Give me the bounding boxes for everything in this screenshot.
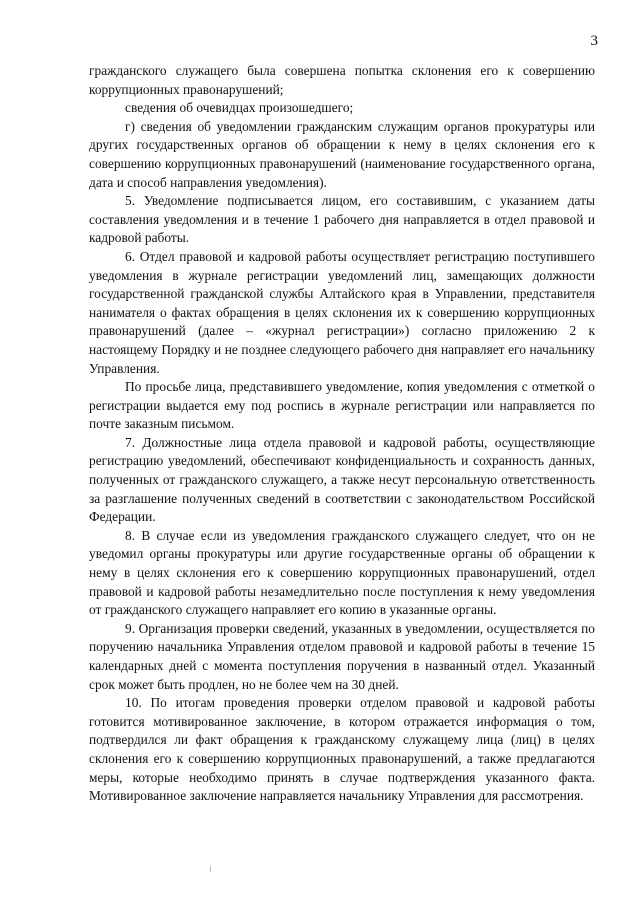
paragraph-item-9: 9. Организация проверки сведений, указанных в уведомлении, осуществляется по поручению начальника Управления отделом правовой и кадровой работы в течение 15 календарных дней с момента поступления поручения в названный отдел. Указанный срок может быть продлен, но не более чем на 30 дней. bbox=[89, 620, 595, 692]
paragraph-item-5: 5. Уведомление подписывается лицом, его составившим, с указанием даты составления уведомления и в течение 1 рабочего дня направляется в отдел правовой и кадровой работы. bbox=[89, 193, 595, 246]
paragraph-witnesses: сведения об очевидцах произошедшего; bbox=[125, 100, 354, 116]
paragraph-item-6: 6. Отдел правовой и кадровой работы осуществляет регистрацию поступившего уведомления в журнале регистрации уведомлений лиц, замещающих должности государственной гражданской службы Алтайского края в Управлении, представителя нанимателя о фактах обращения в целях склонения их к совершению коррупционных правонарушений (далее – «журнал регистрации») согласно приложению 2 к настоящему Порядку и не позднее следующего рабочего дня направляет его начальнику Управления. bbox=[89, 248, 595, 376]
paragraph-continuation: гражданского служащего была совершена попытка склонения его к совершению коррупционных правонарушений; bbox=[89, 63, 595, 97]
paragraph-item-8: 8. В случае если из уведомления гражданского служащего следует, что он не уведомил органы прокуратуры или другие государственные органы об обращении к нему в целях склонения его к совершению коррупционных правонарушений, отдел правовой и кадровой работы незамедлительно после поступления к нему уведомления от гражданского служащего направляет его копию в указанные органы. bbox=[89, 527, 595, 618]
paragraph-item-7: 7. Должностные лица отдела правовой и кадровой работы, осуществляющие регистрацию уведомлений, обеспечивают конфиденциальность и сохранность данных, полученных от гражданского служащего, а также несут персональную ответственность за разглашение полученных сведений в соответствии с законодательством Российской Федерации. bbox=[89, 434, 595, 525]
document-body bbox=[89, 62, 595, 806]
paragraph-copy-request: По просьбе лица, представившего уведомление, копия уведомления с отметкой о регистрации выдается ему под роспись в журнале регистрации или направляется по почте заказным письмом. bbox=[89, 379, 595, 432]
paragraph-item-10: 10. По итогам проведения проверки отделом правовой и кадровой работы готовится мотивированное заключение, в котором отражается информация о том, подтвердился ли факт обращения к гражданскому служащему лица (лиц) в целях склонения его к совершению коррупционных правонарушений, а также предлагаются меры, которые необходимо принять в случае подтверждения указанного факта. Мотивированное заключение направляется начальнику Управления для рассмотрения. bbox=[89, 695, 595, 804]
paragraph-item-g: г) сведения об уведомлении гражданским служащим органов прокуратуры или других государственных органов об обращении к нему в целях склонения его к совершению коррупционных правонарушений (наименование государственного органа, дата и способ направления уведомления). bbox=[89, 118, 595, 190]
page-number: 3 bbox=[590, 33, 598, 49]
scan-speck bbox=[210, 866, 211, 872]
